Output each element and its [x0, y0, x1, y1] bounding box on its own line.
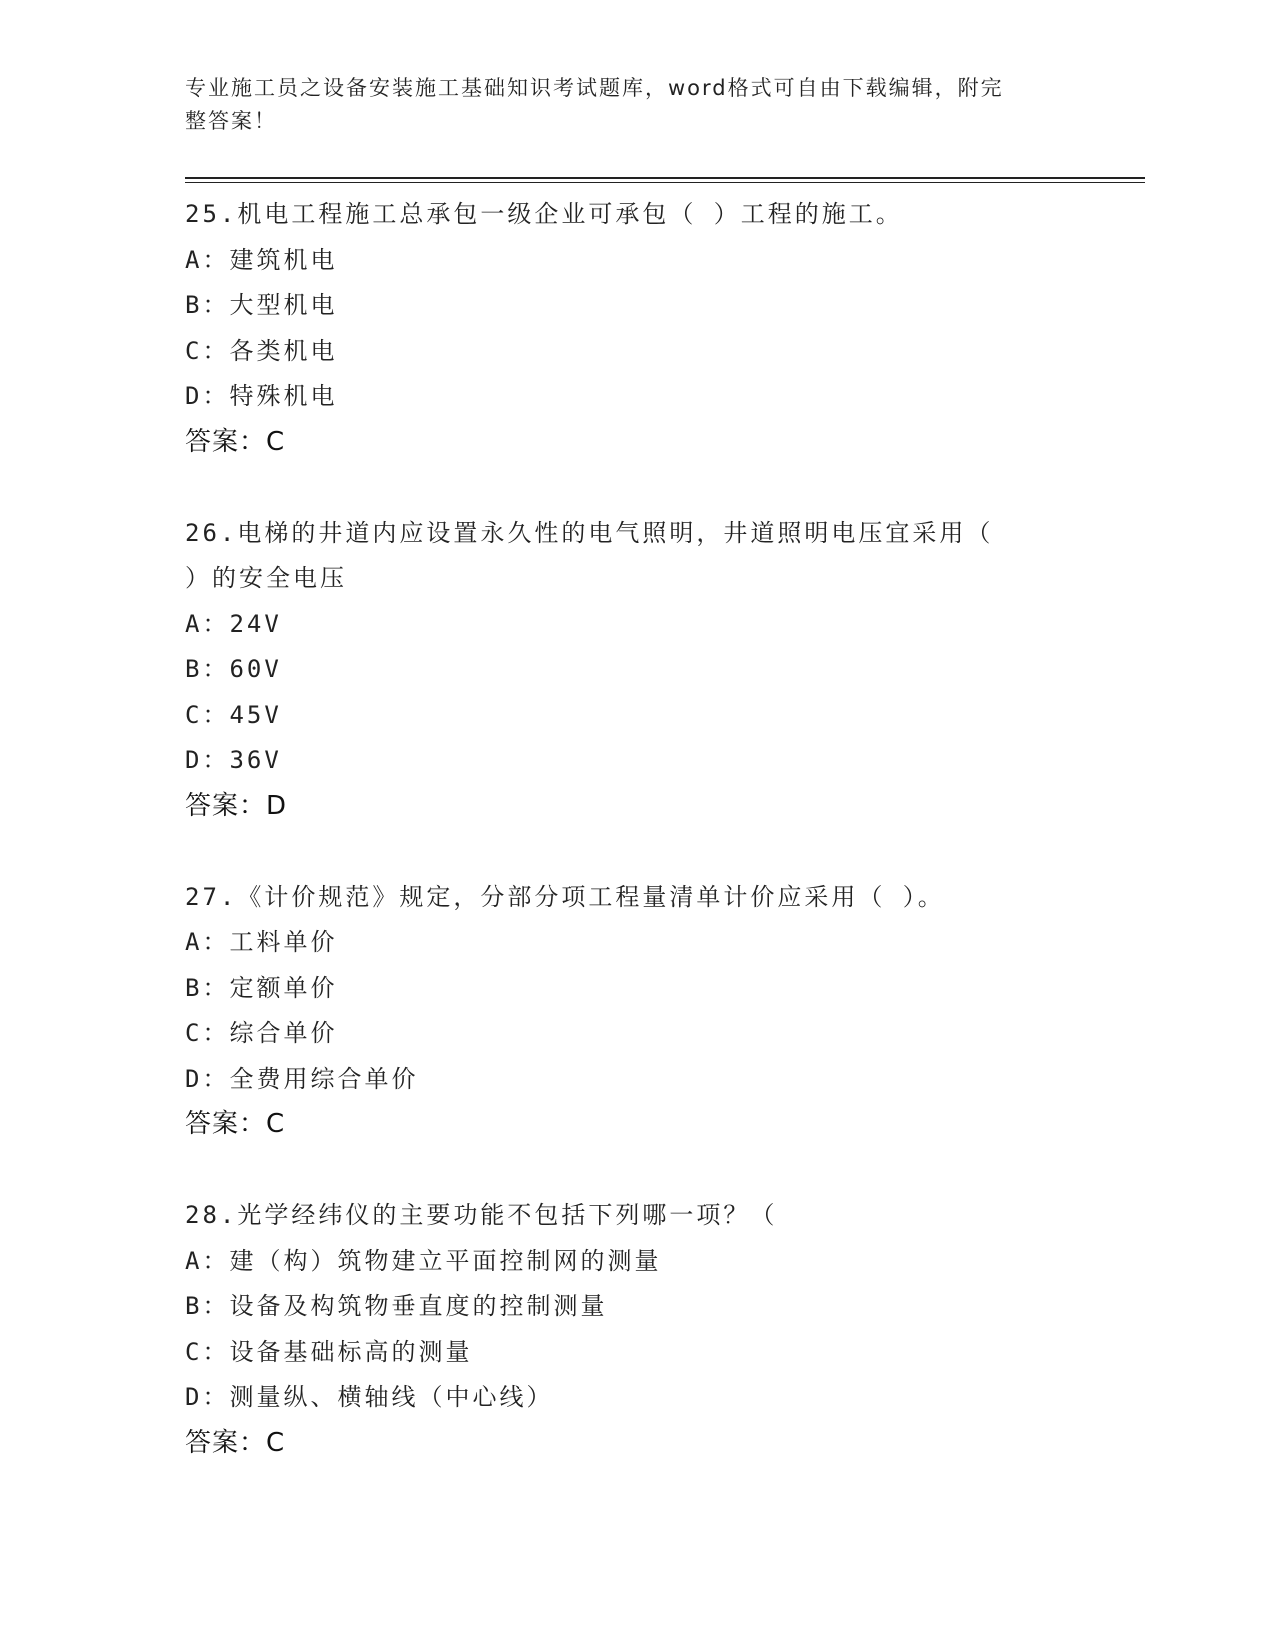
question-spacer: [185, 1148, 1085, 1194]
option-b: B：60V: [185, 655, 282, 683]
header-divider-bottom: [185, 182, 1145, 183]
question-28: [185, 1193, 1085, 1466]
option-c: C：45V: [185, 700, 282, 729]
question-26: [185, 511, 1085, 875]
option-b: B：定额单价: [185, 973, 338, 1002]
option-a: A：工料单价: [185, 928, 338, 956]
answer-line: 答案：C: [185, 1427, 286, 1458]
question-list: [185, 192, 1085, 1466]
option-a: A：建（构）筑物建立平面控制网的测量: [185, 1246, 662, 1275]
question-stem-continued: ）的安全电压: [185, 564, 347, 592]
question-27: [185, 875, 1085, 1194]
question-stem: 25.机电工程施工总承包一级企业可承包（ ）工程的施工。: [185, 200, 903, 228]
option-a: A：建筑机电: [185, 245, 338, 274]
option-b: B：设备及构筑物垂直度的控制测量: [185, 1292, 608, 1320]
option-d: D：36V: [185, 746, 282, 774]
header-line-2: 整答案！: [185, 109, 277, 133]
option-d: D：特殊机电: [185, 382, 338, 410]
question-stem: 28.光学经纬仪的主要功能不包括下列哪一项？（: [185, 1201, 778, 1229]
option-c: C：综合单价: [185, 1019, 338, 1047]
option-d: D：全费用综合单价: [185, 1064, 419, 1093]
question-spacer: [185, 829, 1085, 875]
option-c: C：各类机电: [185, 336, 338, 365]
option-b: B：大型机电: [185, 291, 338, 319]
answer-line: 答案：C: [185, 426, 286, 457]
option-a: A：24V: [185, 609, 282, 638]
question-stem: 27.《计价规范》规定，分部分项工程量清单计价应采用（ ）。: [185, 882, 945, 911]
question-stem: 26.电梯的井道内应设置永久性的电气照明，井道照明电压宜采用（: [185, 518, 994, 547]
question-spacer: [185, 465, 1085, 511]
document-header: [185, 72, 1065, 138]
answer-line: 答案：C: [185, 1109, 286, 1139]
header-line-1: 专业施工员之设备安装施工基础知识考试题库，word格式可自由下载编辑，附完: [185, 76, 1004, 100]
question-25: [185, 192, 1085, 511]
answer-line: 答案：D: [185, 790, 288, 821]
option-c: C：设备基础标高的测量: [185, 1337, 473, 1366]
header-divider-top: [185, 177, 1145, 179]
option-d: D：测量纵、横轴线（中心线）: [185, 1383, 554, 1411]
